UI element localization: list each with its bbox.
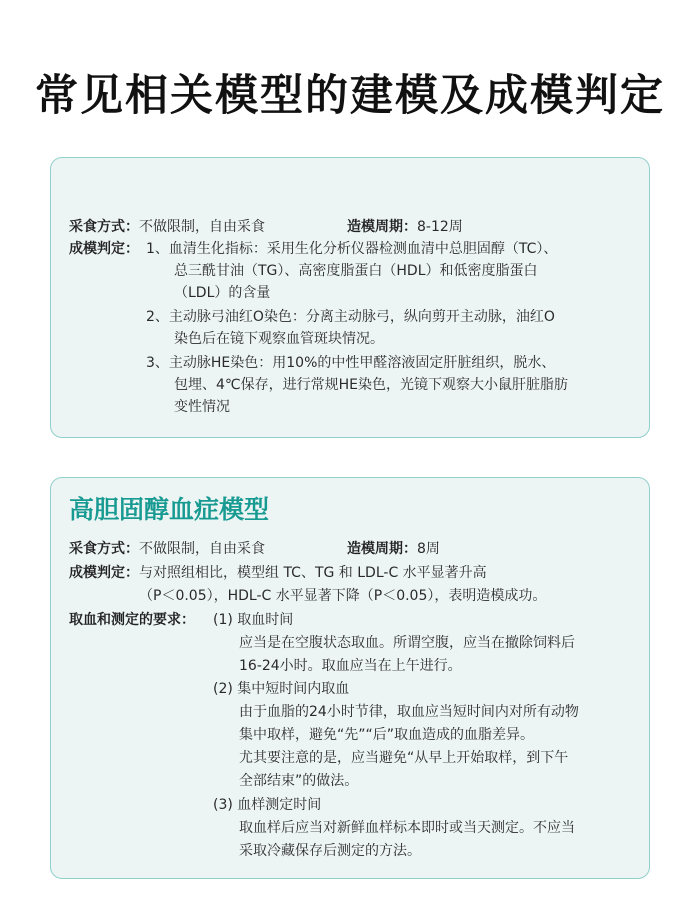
requirement-3-heading: (3) 血样测定时间 [213, 797, 322, 813]
period-value: 8-12周 [417, 219, 463, 235]
period-value: 8周 [417, 541, 440, 557]
period-row [347, 216, 463, 238]
criteria-item-2-line-2: 染色后在镜下观察血管斑块情况。 [174, 331, 384, 347]
model-criteria-card [50, 157, 650, 438]
requirement-1-line-2: 16-24小时。取血应当在上午进行。 [239, 658, 462, 674]
requirements-label: 取血和测定的要求： [69, 612, 195, 628]
criteria-item-1-line-1: 1、血清生化指标：采用生化分析仪器检测血清中总胆固醇（TC）、 [146, 241, 558, 257]
criteria-row [69, 562, 487, 584]
requirement-3-line-2: 采取冷藏保存后测定的方法。 [239, 843, 421, 859]
feeding-value: 不做限制，自由采食 [139, 219, 265, 235]
criteria-item-2-line-1: 2、主动脉弓油红O染色：分离主动脉弓，纵向剪开主动脉，油红O [146, 309, 555, 325]
period-row [347, 538, 440, 560]
requirement-1-heading: (1) 取血时间 [213, 612, 294, 628]
feeding-value: 不做限制，自由采食 [139, 541, 265, 557]
page-title: 常见相关模型的建模及成模判定 [35, 71, 665, 121]
criteria-line-2: （P＜0.05），HDL-C 水平显著下降（P＜0.05），表明造模成功。 [139, 588, 547, 604]
feeding-row [69, 216, 265, 238]
criteria-line-1: 与对照组相比，模型组 TC、TG 和 LDL-C 水平显著升高 [139, 565, 487, 581]
section-title: 高胆固醇血症模型 [69, 495, 270, 524]
period-label: 造模周期： [347, 541, 417, 557]
criteria-item-1-line-2: 总三酰甘油（TG）、高密度脂蛋白（HDL）和低密度脂蛋白 [174, 263, 538, 279]
requirement-2-line-4: 全部结束”的做法。 [239, 773, 359, 789]
requirement-2-line-3: 尤其要注意的是，应当避免“从早上开始取样，到下午 [239, 750, 569, 766]
requirement-2-line-2: 集中取样，避免“先”“后”取血造成的血脂差异。 [239, 727, 535, 743]
criteria-label: 成模判定： [69, 565, 139, 581]
criteria-label: 成模判定： [69, 241, 139, 257]
criteria-item-3-line-2: 包埋、4℃保存，进行常规HE染色，光镜下观察大小鼠肝脏脂肪 [174, 377, 569, 393]
feeding-row [69, 538, 265, 560]
criteria-item-1-line-3: （LDL）的含量 [174, 285, 271, 301]
hypercholesterolemia-card [50, 477, 650, 879]
requirement-2-line-1: 由于血脂的24小时节律，取血应当短时间内对所有动物 [239, 704, 579, 720]
criteria-item-3-line-3: 变性情况 [174, 399, 230, 415]
requirement-3-line-1: 取血样后应当对新鲜血样标本即时或当天测定。不应当 [239, 820, 575, 836]
requirement-1-line-1: 应当是在空腹状态取血。所谓空腹，应当在撤除饲料后 [239, 635, 575, 651]
criteria-item-3-line-1: 3、主动脉HE染色：用10%的中性甲醛溶液固定肝脏组织，脱水、 [146, 355, 556, 371]
requirement-2-heading: (2) 集中短时间内取血 [213, 681, 350, 697]
feeding-label: 采食方式： [69, 541, 139, 557]
period-label: 造模周期： [347, 219, 417, 235]
feeding-label: 采食方式： [69, 219, 139, 235]
